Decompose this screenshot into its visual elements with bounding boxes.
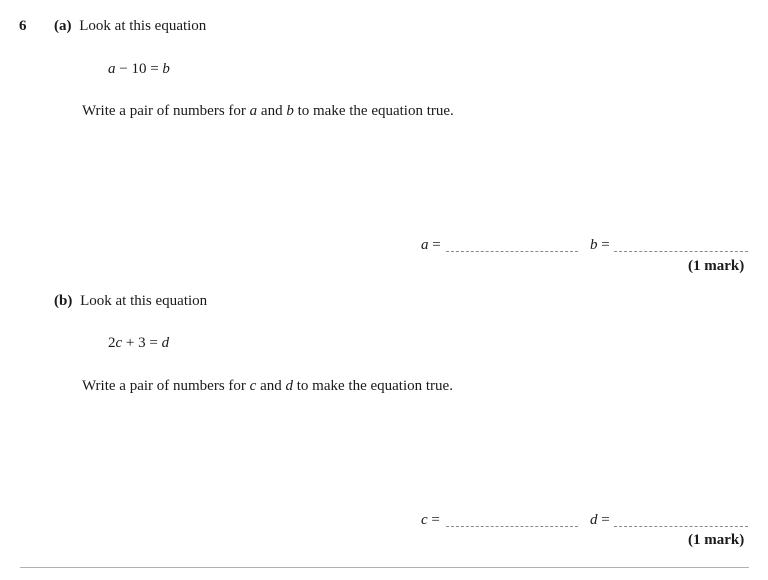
answer-var-b: b: [590, 237, 598, 253]
answer-equals: =: [597, 237, 610, 253]
part-a-prompt: Look at this equation: [79, 18, 207, 34]
part-a-equation: [108, 61, 170, 78]
answer-d-field[interactable]: [614, 526, 748, 527]
part-a-label: (a): [54, 18, 72, 34]
answer-equals: =: [597, 512, 610, 528]
equation-operator: + 3 =: [122, 335, 162, 351]
instruction-var-a: a: [249, 103, 258, 119]
instruction-text: Write a pair of numbers for: [82, 378, 250, 394]
answer-equals: =: [427, 512, 440, 528]
answer-var-d: d: [590, 512, 598, 528]
equation-var-a: a: [108, 61, 116, 77]
equation-var-b: b: [162, 61, 170, 77]
part-b-header: [54, 293, 207, 310]
part-a-header: [54, 18, 206, 35]
answer-d-label: [590, 512, 610, 529]
answer-var-a: a: [421, 237, 429, 253]
instruction-var-b: b: [286, 103, 294, 119]
instruction-text: and: [257, 103, 287, 119]
instruction-text: Write a pair of numbers for: [82, 103, 250, 119]
answer-b-field[interactable]: [614, 251, 748, 252]
page-divider: [20, 567, 749, 568]
part-b-prompt: Look at this equation: [80, 293, 208, 309]
equation-var-d: d: [161, 335, 170, 351]
part-b-equation: [108, 335, 169, 352]
part-b-label: (b): [54, 293, 73, 309]
part-a-instruction: [82, 103, 454, 120]
question-number: 6: [19, 18, 27, 34]
instruction-text: to make the equation true.: [293, 103, 454, 119]
equation-var-c: c: [115, 335, 123, 351]
part-b-instruction: [82, 378, 453, 395]
answer-b-label: [590, 237, 610, 254]
equation-operator: − 10 =: [115, 61, 163, 77]
instruction-var-d: d: [285, 378, 294, 394]
answer-equals: =: [428, 237, 441, 253]
instruction-text: to make the equation true.: [293, 378, 453, 394]
instruction-var-c: c: [249, 378, 257, 394]
part-a-marks: (1 mark): [688, 258, 745, 274]
answer-var-c: c: [421, 512, 428, 528]
answer-c-label: [421, 512, 440, 529]
answer-c-field[interactable]: [446, 526, 578, 527]
equation-coefficient: 2: [108, 335, 116, 351]
part-b-marks: (1 mark): [688, 532, 745, 548]
answer-a-field[interactable]: [446, 251, 578, 252]
answer-a-label: [421, 237, 441, 254]
instruction-text: and: [256, 378, 286, 394]
